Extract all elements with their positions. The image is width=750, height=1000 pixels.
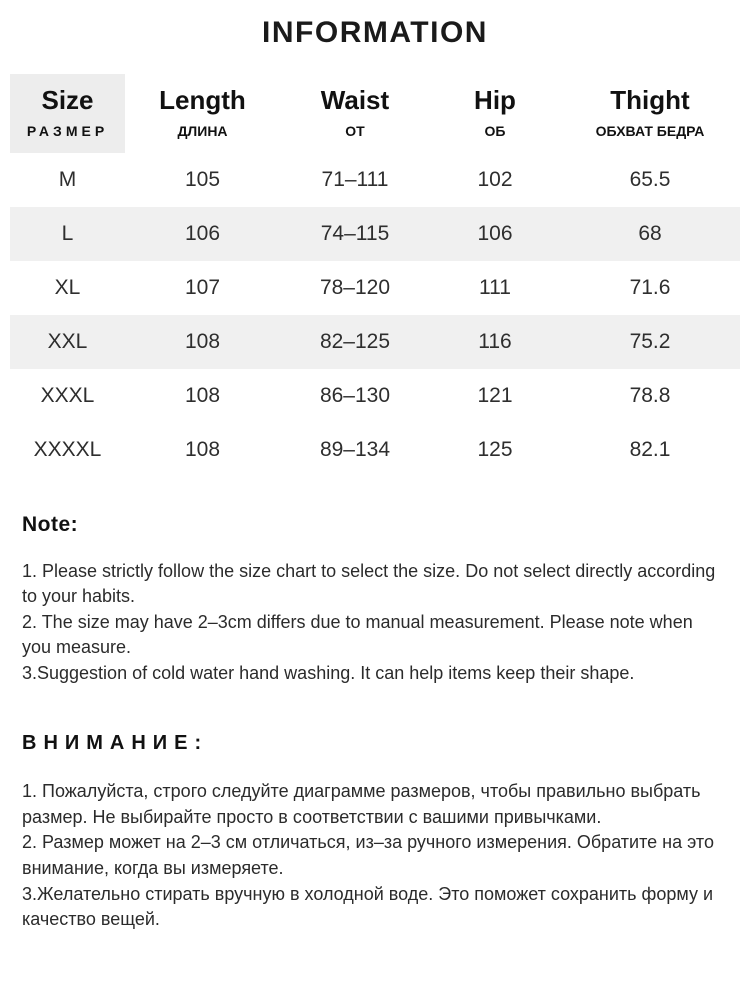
cell-thight: 68 (638, 221, 662, 245)
note-item: 2. The size may have 2–3cm differs due to manual measurement. Please note when you measure. (22, 611, 693, 658)
header-label-ru: ОБ (484, 122, 506, 139)
header-label-en: Size (41, 85, 94, 115)
cell-hip: 102 (477, 167, 513, 191)
note-item: 1. Please strictly follow the size chart to select the size. Do not select directly according to your habits. (22, 560, 716, 607)
table-row (10, 315, 740, 369)
cell-length: 108 (184, 437, 221, 461)
attention-item: 3.Желательно стирать вручную в холодной воде. Это поможет сохранить форму и качество вещей. (22, 883, 714, 930)
cell-size: XXXXL (33, 437, 102, 461)
header-label-ru: ОБХВАТ БЕДРА (595, 122, 705, 139)
table-row (10, 207, 740, 261)
header-label-en: Length (159, 85, 246, 115)
note-heading: Note: (22, 512, 79, 536)
column-header-hip (430, 74, 560, 153)
header-label-ru: РАЗМЕР (26, 122, 109, 139)
cell-size: XXL (47, 329, 88, 353)
header-label-en: Waist (320, 85, 390, 115)
column-header-size (10, 74, 125, 153)
attention-body (22, 779, 724, 932)
cell-thight: 71.6 (629, 275, 671, 299)
attention-item: 2. Размер может на 2–3 см отличаться, из–за ручного измерения. Обратите на это внимание, когда вы измеряете. (22, 832, 714, 878)
column-header-thight (560, 74, 740, 153)
cell-waist: 78–120 (319, 275, 391, 299)
cell-waist: 82–125 (319, 329, 391, 353)
header-label-ru: ОТ (345, 122, 365, 139)
cell-waist: 86–130 (319, 383, 391, 407)
cell-length: 105 (184, 167, 221, 191)
cell-waist: 74–115 (320, 221, 390, 245)
cell-waist: 89–134 (319, 437, 391, 461)
cell-thight: 82.1 (629, 437, 671, 461)
header-label-ru: ДЛИНА (177, 122, 228, 139)
table-header-row (10, 74, 740, 153)
cell-length: 106 (184, 221, 221, 245)
cell-hip: 106 (477, 221, 513, 245)
cell-length: 107 (184, 275, 221, 299)
table-row (10, 369, 740, 423)
cell-hip: 121 (477, 383, 513, 407)
cell-thight: 65.5 (629, 167, 671, 191)
note-section (0, 513, 750, 687)
table-row (10, 261, 740, 315)
header-label-en: Thight (610, 85, 690, 115)
table-row (10, 423, 740, 477)
page-title: INFORMATION (262, 16, 488, 49)
cell-hip: 116 (478, 329, 512, 353)
cell-size: XL (54, 275, 81, 299)
cell-thight: 78.8 (629, 383, 671, 407)
attention-item: 1. Пожалуйста, строго следуйте диаграмме размеров, чтобы правильно выбрать размер. Не выбирайте просто в соответствии с вашими привычками. (22, 781, 701, 827)
cell-length: 108 (184, 383, 221, 407)
header-label-en: Hip (474, 85, 516, 115)
cell-size: M (58, 167, 77, 191)
attention-section (0, 732, 750, 932)
cell-size: L (61, 221, 74, 245)
cell-hip: 125 (477, 437, 513, 461)
cell-waist: 71–111 (321, 167, 389, 191)
column-header-length (125, 74, 280, 153)
cell-hip: 111 (479, 275, 511, 299)
cell-size: XXXL (40, 383, 95, 407)
column-header-waist (280, 74, 430, 153)
attention-heading: ВНИМАНИЕ: (22, 732, 209, 755)
cell-thight: 75.2 (629, 329, 671, 353)
cell-length: 108 (184, 329, 221, 353)
note-item: 3.Suggestion of cold water hand washing. It can help items keep their shape. (22, 662, 635, 683)
size-table (10, 74, 740, 477)
table-row (10, 153, 740, 207)
note-body (22, 559, 724, 687)
